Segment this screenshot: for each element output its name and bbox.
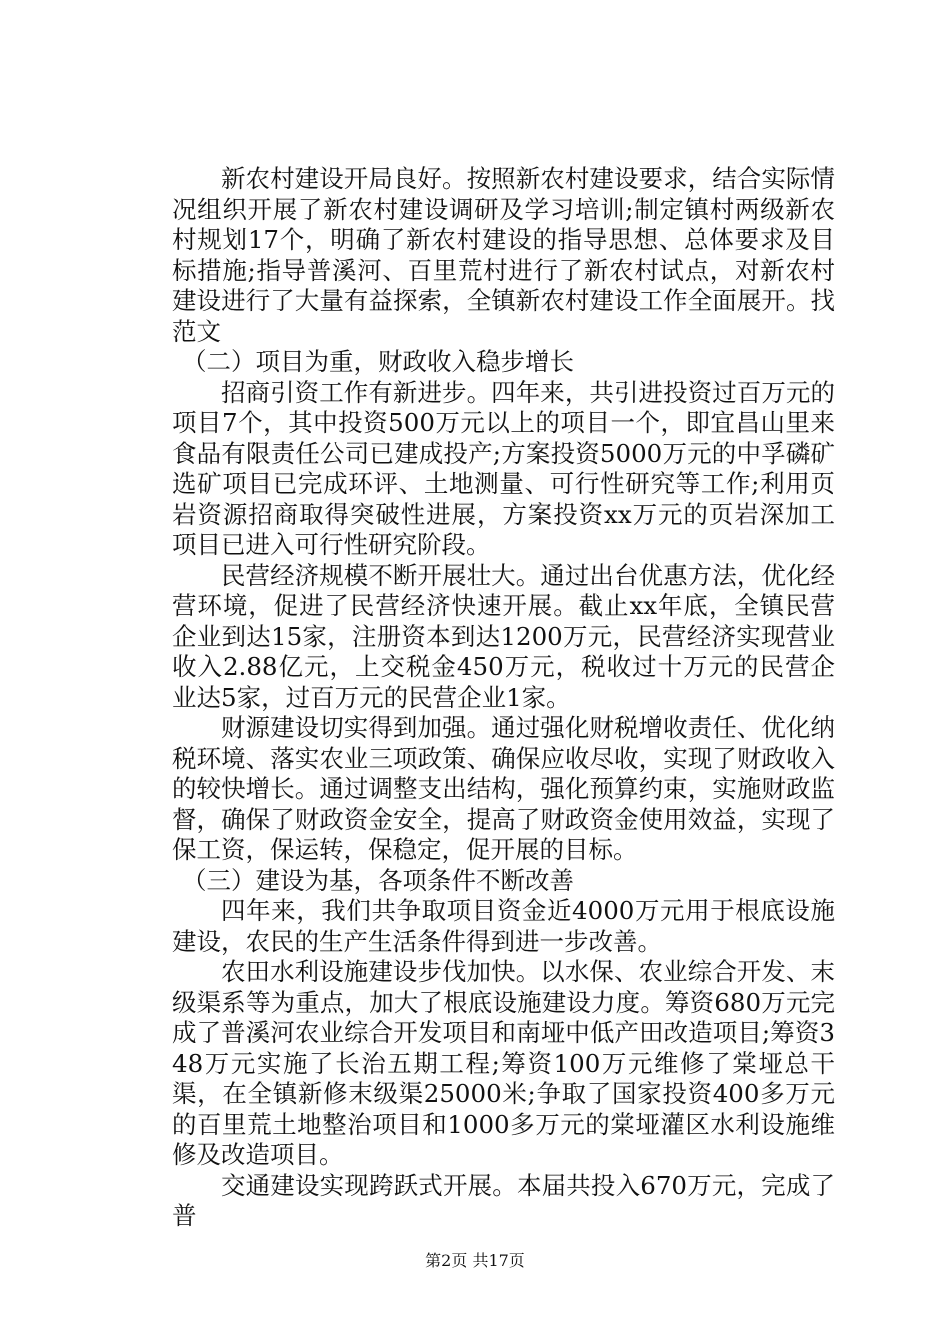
paragraph-investment: 招商引资工作有新进步。四年来，共引进投资过百万元的项目7个，其中投资500万元以上的项目一个，即宜昌山里来食品有限责任公司已建成投产;方案投资5000万元的中孚磷矿选矿项目已完成环评、土地测量、可行性研究等工作;利用页岩资源招商取得突破性进展，方案投资xx万元的页岩深加工项目已进入可行性研究阶段。 (172, 377, 835, 559)
section-heading-projects: （二）项目为重，财政收入稳步增长 (182, 347, 574, 376)
paragraph-water-conservancy: 农田水利设施建设步伐加快。以水保、农业综合开发、末级渠系等为重点，加大了根底设施建设力度。筹资680万元完成了普溪河农业综合开发项目和南垭中低产田改造项目;筹资348万元实施了长治五期工程;筹资100万元维修了棠垭总干渠，在全镇新修末级渠25000米;争取了国家投资400多万元的百里荒土地整治项目和1000多万元的棠垭灌区水利设施维修及改造项目。 (172, 957, 835, 1169)
document-body (172, 164, 835, 1232)
paragraph-finance: 财源建设切实得到加强。通过强化财税增收责任、优化纳税环境、落实农业三项政策、确保应收尽收，实现了财政收入的较快增长。通过调整支出结构，强化预算约束，实施财政监督，确保了财政资金安全，提高了财政资金使用效益，实现了保工资，保运转，保稳定，促开展的目标。 (172, 713, 835, 864)
section-heading-construction: （三）建设为基，各项条件不断改善 (182, 865, 574, 895)
paragraph-new-countryside: 新农村建设开局良好。按照新农村建设要求，结合实际情况组织开展了新农村建设调研及学习培训;制定镇村两级新农村规划17个，明确了新农村建设的指导思想、总体要求及目标措施;指导普溪河、百里荒村进行了新农村试点，对新农村建设进行了大量有益探索，全镇新农村建设工作全面展开。找范文 (172, 164, 835, 346)
paragraph-transport: 交通建设实现跨跃式开展。本届共投入670万元，完成了普 (172, 1170, 835, 1230)
paragraph-private-economy: 民营经济规模不断开展壮大。通过出台优惠方法，优化经营环境，促进了民营经济快速开展。截止xx年底，全镇民营企业到达15家，注册资本到达1200万元，民营经济实现营业收入2.88亿元，上交税金450万元，税收过十万元的民营企业达5家，过百万元的民营企业1家。 (172, 560, 835, 712)
page-number: 第2页 共17页 (425, 1251, 525, 1270)
paragraph-infrastructure-funds: 四年来，我们共争取项目资金近4000万元用于根底设施建设，农民的生产生活条件得到进一步改善。 (172, 896, 835, 956)
